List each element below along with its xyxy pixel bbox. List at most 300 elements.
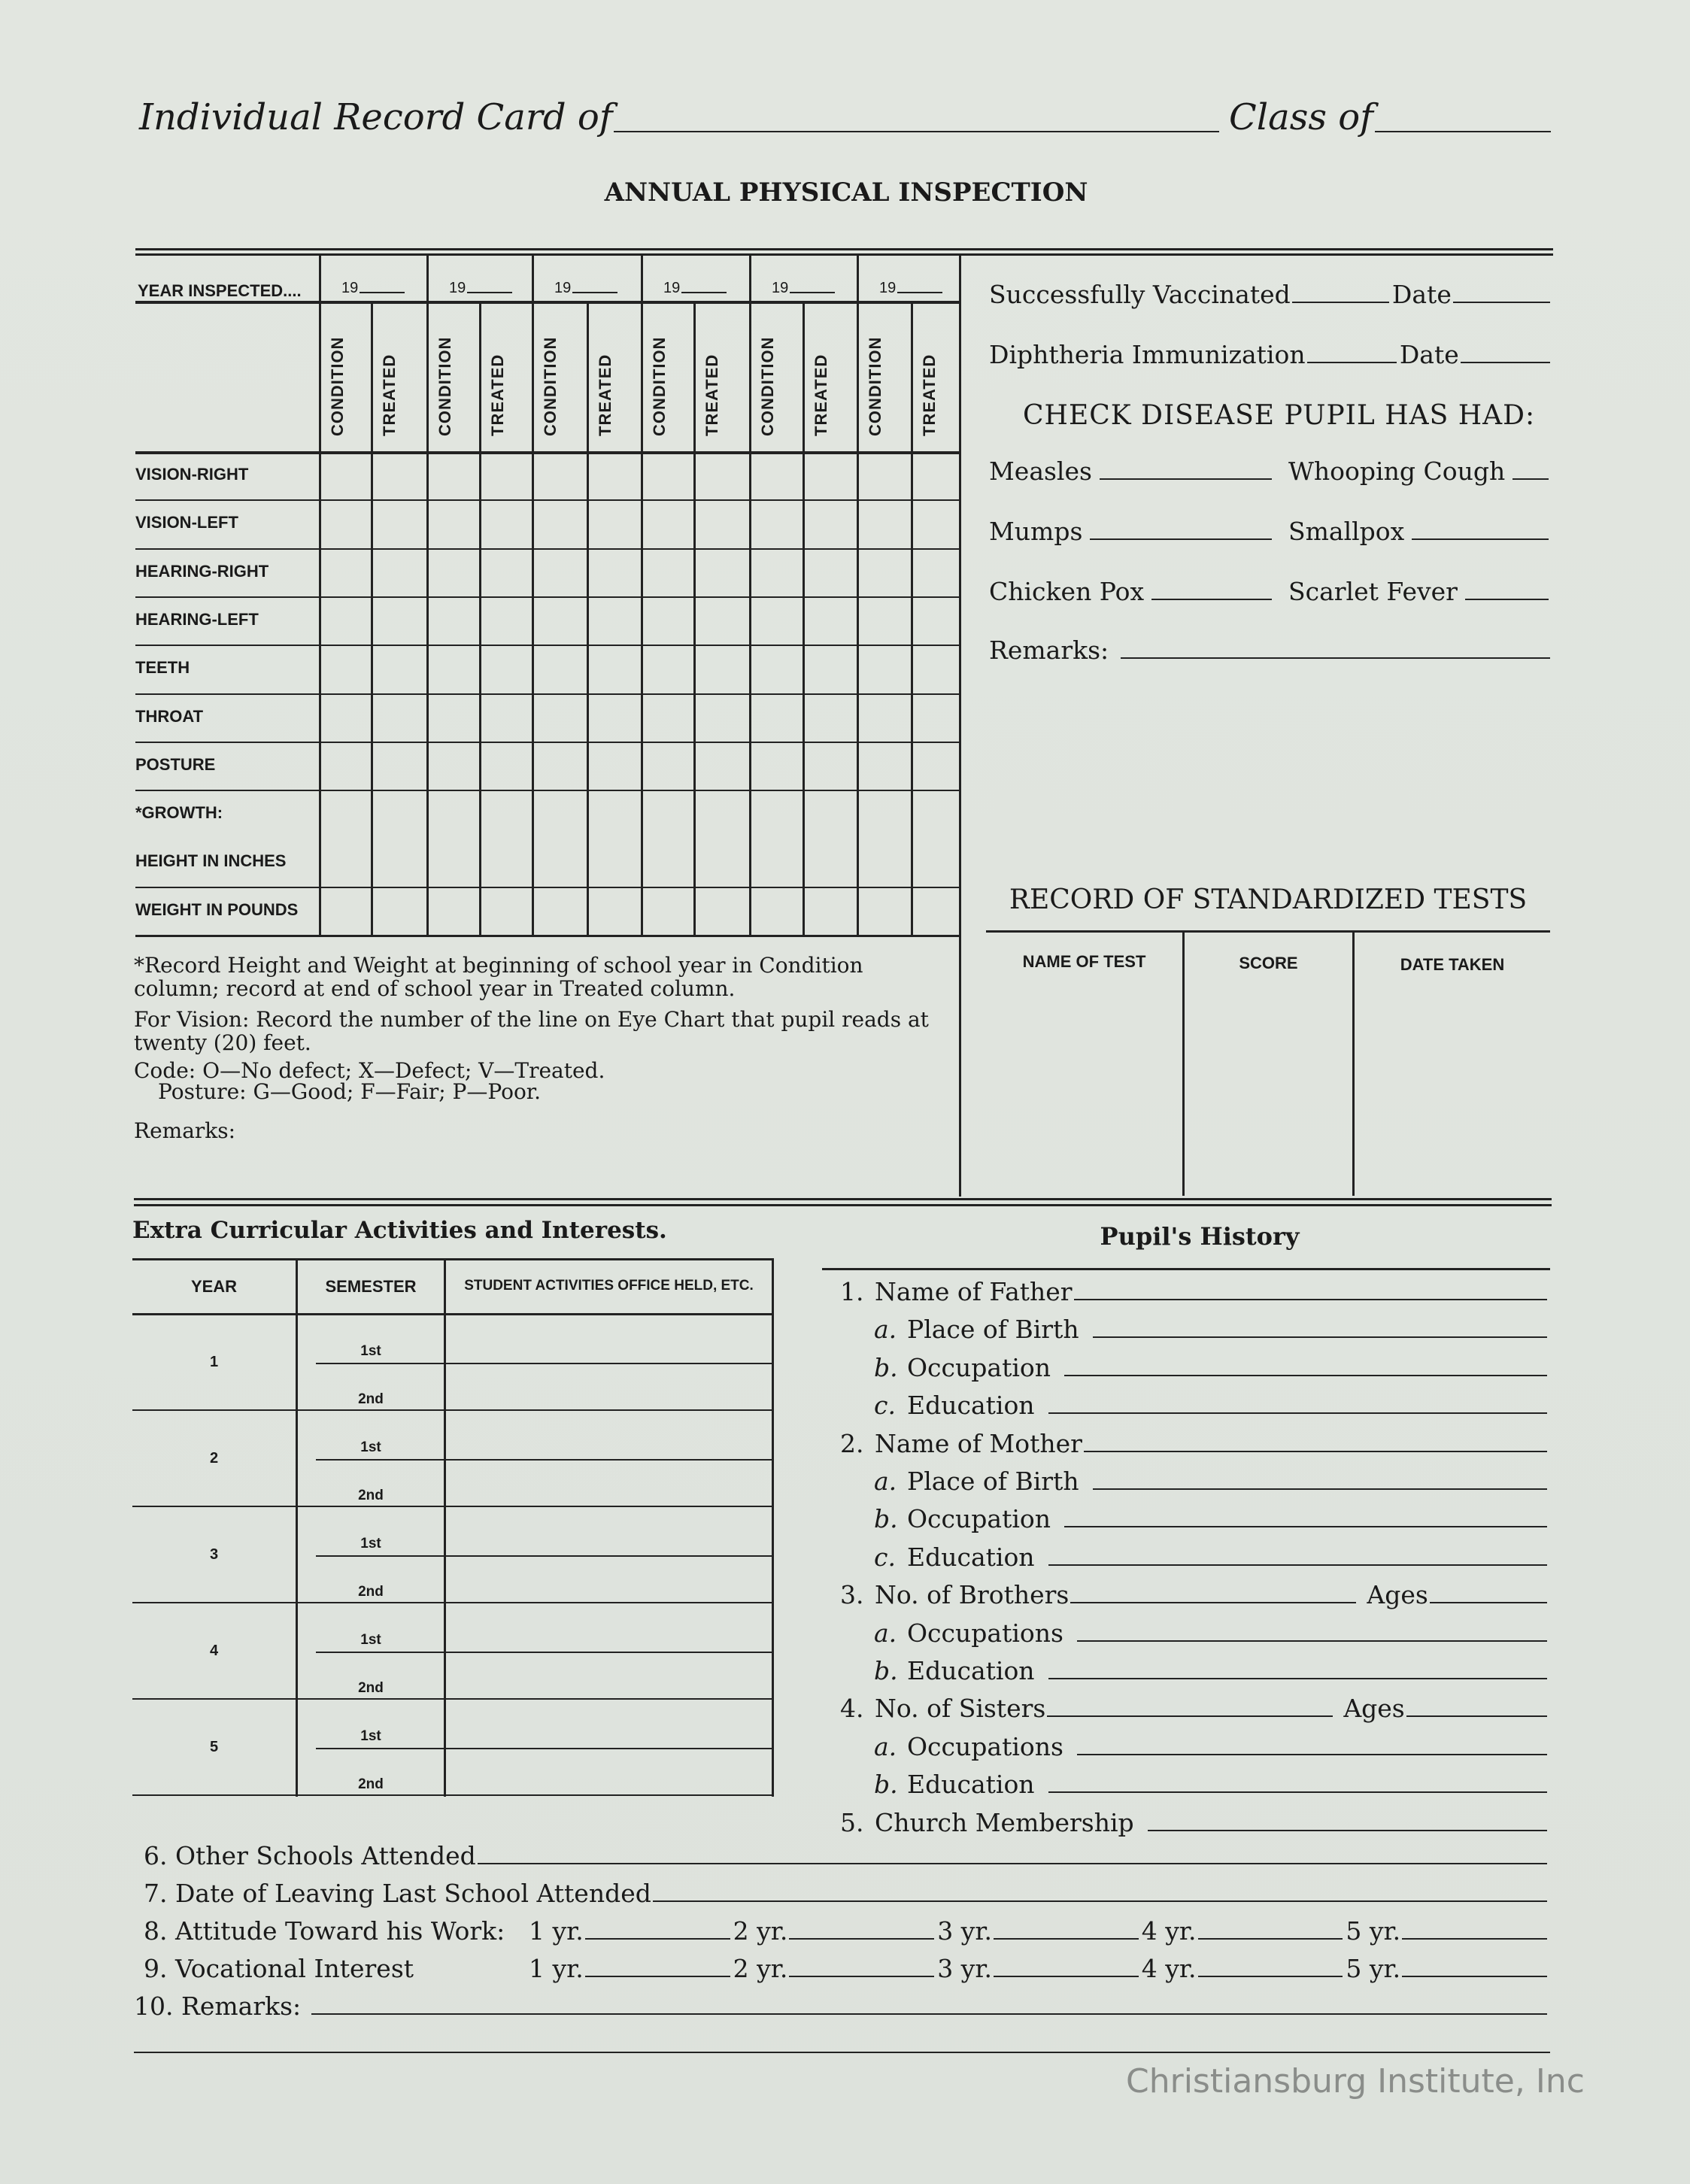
inspection-cell[interactable] — [913, 453, 959, 499]
inspection-cell[interactable] — [643, 550, 693, 596]
condition-header: CONDITION — [758, 336, 777, 436]
final-remarks-row — [134, 1991, 1550, 2021]
item-number: a. — [874, 1731, 897, 1761]
year-field[interactable] — [789, 1976, 934, 1977]
year-field[interactable] — [1402, 1938, 1547, 1940]
divider — [134, 2052, 1550, 2053]
semester-1st: 1st — [360, 1343, 381, 1359]
inspection-cell[interactable] — [321, 839, 371, 886]
inspection-cell[interactable] — [913, 695, 959, 742]
disease-label: Scarlet Fever — [1288, 577, 1458, 606]
item-field[interactable] — [1047, 1715, 1333, 1717]
inspection-cell[interactable] — [859, 839, 911, 886]
inspection-cell[interactable] — [805, 743, 857, 790]
history-item — [874, 1618, 1550, 1648]
inspection-cell[interactable] — [751, 743, 803, 790]
inspection-cell[interactable] — [429, 550, 479, 596]
inspection-cell[interactable] — [534, 839, 587, 886]
inspection-cell[interactable] — [321, 646, 371, 693]
inspection-cell[interactable] — [643, 888, 693, 935]
disease-row — [989, 517, 1275, 546]
inspection-cell[interactable] — [805, 598, 857, 645]
final-remarks-field[interactable] — [311, 2013, 1547, 2015]
vaccinated-row — [989, 280, 1553, 309]
item-field[interactable] — [1048, 1678, 1547, 1679]
inspection-cell[interactable] — [589, 743, 641, 790]
inspection-cell[interactable] — [805, 453, 857, 499]
history-item — [840, 1694, 1550, 1723]
item-field[interactable] — [1406, 1715, 1547, 1717]
year-field[interactable] — [449, 280, 515, 297]
item-label: Education — [907, 1656, 1035, 1685]
inspection-cell[interactable] — [859, 743, 911, 790]
inspection-cell[interactable] — [534, 695, 587, 742]
inspection-cell[interactable] — [534, 453, 587, 499]
inspection-cell[interactable] — [429, 888, 479, 935]
year-suffix-field[interactable] — [897, 292, 942, 293]
inspection-cell[interactable] — [913, 598, 959, 645]
check-disease-title: CHECK DISEASE PUPIL HAS HAD: — [1023, 400, 1536, 431]
inspection-cell[interactable] — [751, 453, 803, 499]
inspection-cell[interactable] — [429, 743, 479, 790]
inspection-cell[interactable] — [643, 839, 693, 886]
year-field[interactable] — [879, 280, 945, 297]
inspection-cell[interactable] — [481, 695, 532, 742]
student-name-field[interactable] — [614, 131, 1219, 132]
year-suffix-field[interactable] — [360, 292, 405, 293]
year-label: 2 yr. — [733, 1954, 788, 1983]
treated-header: TREATED — [380, 353, 399, 436]
inspection-cell[interactable] — [805, 646, 857, 693]
divider — [135, 248, 1553, 250]
year-field[interactable] — [772, 280, 838, 297]
inspection-cell[interactable] — [751, 646, 803, 693]
inspection-cell[interactable] — [859, 646, 911, 693]
vocational-row — [144, 1954, 1550, 1983]
activity-cell[interactable] — [448, 1461, 772, 1506]
inspection-cell[interactable] — [913, 646, 959, 693]
disease-row — [1288, 457, 1552, 486]
date-label: Date — [1399, 340, 1459, 369]
inspection-cell[interactable] — [859, 598, 911, 645]
year-field[interactable] — [554, 280, 620, 297]
disease-row — [1288, 517, 1552, 546]
date-label: Date — [1391, 280, 1452, 309]
inspection-cell[interactable] — [373, 598, 426, 645]
activity-cell[interactable] — [448, 1557, 772, 1602]
item-field[interactable] — [1148, 1830, 1547, 1831]
semester-1st: 1st — [360, 1728, 381, 1744]
year-number: 3 — [209, 1546, 219, 1563]
inspection-cell[interactable] — [589, 501, 641, 548]
diphtheria-label: Diphtheria Immunization — [989, 340, 1306, 369]
item-label: Name of Mother — [875, 1428, 1082, 1458]
inspection-cell[interactable] — [481, 453, 532, 499]
inspection-cell[interactable] — [589, 453, 641, 499]
item-label: Church Membership — [875, 1807, 1134, 1837]
item-label: Education — [907, 1770, 1035, 1800]
semester-2nd: 2nd — [358, 1391, 384, 1407]
vaccinated-field[interactable] — [1292, 302, 1389, 303]
inspection-cell[interactable] — [534, 598, 587, 645]
disease-label: Smallpox — [1288, 517, 1405, 546]
divider — [1182, 933, 1185, 1196]
inspection-cell[interactable] — [481, 550, 532, 596]
year-field[interactable] — [994, 1938, 1139, 1940]
item-label: Education — [907, 1391, 1035, 1421]
inspection-cell[interactable] — [805, 501, 857, 548]
disease-field[interactable] — [1151, 599, 1272, 600]
disease-row — [989, 457, 1275, 486]
activity-cell[interactable] — [448, 1603, 772, 1650]
item-field[interactable] — [1048, 1791, 1547, 1793]
item-field[interactable] — [1077, 1640, 1547, 1642]
inspection-cell[interactable] — [643, 598, 693, 645]
inspection-cell[interactable] — [913, 743, 959, 790]
inspection-cell[interactable] — [859, 695, 911, 742]
inspection-cell[interactable] — [859, 501, 911, 548]
disease-label: Chicken Pox — [989, 577, 1145, 606]
history-item — [874, 1467, 1550, 1496]
divider — [134, 1204, 1552, 1206]
class-field[interactable] — [1375, 131, 1551, 132]
activity-cell[interactable] — [448, 1653, 772, 1698]
disease-row — [989, 577, 1275, 606]
vaccinated-date-field[interactable] — [1453, 302, 1550, 303]
treated-header: TREATED — [812, 353, 830, 436]
activity-cell[interactable] — [448, 1411, 772, 1458]
item-field[interactable] — [1064, 1375, 1547, 1376]
semester-2nd: 2nd — [358, 1584, 384, 1600]
inspection-cell[interactable] — [589, 839, 641, 886]
history-item — [874, 1656, 1550, 1685]
date-leaving-field[interactable] — [653, 1900, 1547, 1902]
inspection-cell[interactable] — [429, 695, 479, 742]
inspection-cell[interactable] — [913, 888, 959, 935]
inspection-cell[interactable] — [751, 839, 803, 886]
inspection-cell[interactable] — [429, 646, 479, 693]
row-label-hearing-right: HEARING-RIGHT — [135, 561, 269, 581]
item-label: No. of Sisters — [875, 1694, 1046, 1724]
history-title: Pupil's History — [1100, 1222, 1300, 1251]
other-schools-row — [144, 1841, 1550, 1870]
inspection-cell[interactable] — [859, 550, 911, 596]
tests-title: RECORD OF STANDARDIZED TESTS — [1009, 884, 1528, 915]
inspection-cell[interactable] — [589, 598, 641, 645]
inspection-cell[interactable] — [589, 888, 641, 935]
inspection-cell[interactable] — [534, 888, 587, 935]
inspection-cell[interactable] — [751, 695, 803, 742]
inspection-cell[interactable] — [751, 550, 803, 596]
item-label: Occupations — [907, 1618, 1063, 1648]
health-remarks-field[interactable] — [1121, 657, 1550, 659]
inspection-cell[interactable] — [696, 888, 749, 935]
item-label: No. of Brothers — [875, 1580, 1070, 1610]
inspection-cell[interactable] — [481, 598, 532, 645]
inspection-cell[interactable] — [805, 839, 857, 886]
inspection-cell[interactable] — [429, 598, 479, 645]
col-semester: SEMESTER — [325, 1277, 417, 1296]
year-label: 4 yr. — [1141, 1916, 1197, 1946]
year-prefix: 19 — [341, 280, 359, 296]
semester-1st: 1st — [360, 1632, 381, 1648]
inspection-cell[interactable] — [643, 453, 693, 499]
item-field[interactable] — [1077, 1754, 1547, 1755]
year-suffix-field[interactable] — [681, 292, 727, 293]
inspection-cell[interactable] — [696, 501, 749, 548]
item-field[interactable] — [1074, 1299, 1547, 1300]
disease-field[interactable] — [1100, 478, 1272, 480]
year-field[interactable] — [585, 1938, 730, 1940]
item-field[interactable] — [1070, 1602, 1356, 1603]
history-item — [874, 1504, 1550, 1533]
row-label-teeth: TEETH — [135, 658, 190, 678]
col-activities: STUDENT ACTIVITIES OFFICE HELD, ETC. — [464, 1278, 754, 1294]
inspection-cell[interactable] — [321, 888, 371, 935]
year-prefix: 19 — [772, 280, 789, 296]
item-number: c. — [874, 1391, 896, 1421]
inspection-cell[interactable] — [429, 501, 479, 548]
treated-header: TREATED — [702, 353, 721, 436]
inspection-cell[interactable] — [751, 501, 803, 548]
history-item — [874, 1542, 1550, 1572]
ages-label: Ages — [1343, 1694, 1405, 1724]
divider — [135, 790, 959, 791]
attitude-label: 8. Attitude Toward his Work: — [144, 1916, 505, 1946]
date-leaving-row — [144, 1879, 1550, 1908]
row-label-weight-in-pounds: WEIGHT IN POUNDS — [135, 899, 299, 919]
inspection-cell[interactable] — [534, 646, 587, 693]
treated-header: TREATED — [920, 353, 939, 436]
inspection-cell[interactable] — [589, 695, 641, 742]
treated-header: TREATED — [596, 353, 614, 436]
inspection-cell[interactable] — [589, 550, 641, 596]
year-field[interactable] — [341, 280, 408, 297]
inspection-cell[interactable] — [696, 598, 749, 645]
disease-field[interactable] — [1513, 478, 1549, 480]
row-label-vision-right: VISION-RIGHT — [135, 465, 249, 484]
inspection-cell[interactable] — [589, 646, 641, 693]
item-field[interactable] — [1048, 1564, 1547, 1566]
attitude-row — [144, 1916, 1550, 1946]
divider — [135, 301, 959, 304]
activity-cell[interactable] — [448, 1749, 772, 1794]
inspection-cell[interactable] — [643, 695, 693, 742]
item-number: 5. — [840, 1807, 864, 1837]
item-label: Name of Father — [875, 1277, 1073, 1306]
final-remarks-label: 10. Remarks: — [134, 1991, 302, 2021]
row-label-throat: THROAT — [135, 706, 204, 726]
year-field[interactable] — [1198, 1976, 1343, 1977]
inspection-cell[interactable] — [481, 646, 532, 693]
semester-2nd: 2nd — [358, 1776, 384, 1792]
note-code: Code: O—No defect; X—Defect; V—Treated. — [134, 1058, 605, 1083]
tests-col-date: DATE TAKEN — [1400, 955, 1505, 974]
diphtheria-row — [989, 340, 1553, 369]
disease-label: Mumps — [989, 517, 1083, 546]
year-prefix: 19 — [663, 280, 681, 296]
inspection-cell[interactable] — [696, 453, 749, 499]
inspection-cell[interactable] — [696, 646, 749, 693]
inspection-cell[interactable] — [643, 743, 693, 790]
inspection-cell[interactable] — [481, 888, 532, 935]
item-number: b. — [874, 1656, 898, 1685]
inspection-cell[interactable] — [643, 646, 693, 693]
item-label: Occupations — [907, 1731, 1063, 1761]
inspection-cell[interactable] — [913, 550, 959, 596]
activity-cell[interactable] — [448, 1700, 772, 1746]
divider — [135, 935, 959, 937]
semester-1st: 1st — [360, 1536, 381, 1552]
inspection-cell[interactable] — [534, 743, 587, 790]
inspection-cell[interactable] — [321, 501, 371, 548]
inspection-cell[interactable] — [481, 501, 532, 548]
watermark: Christiansburg Institute, Inc — [1126, 2062, 1585, 2101]
vocational-label: 9. Vocational Interest — [144, 1954, 414, 1983]
year-label: 2 yr. — [733, 1916, 788, 1946]
condition-header: CONDITION — [650, 336, 669, 436]
inspection-cell[interactable] — [534, 550, 587, 596]
inspection-cell[interactable] — [696, 743, 749, 790]
inspection-cell[interactable] — [696, 839, 749, 886]
history-item — [874, 1770, 1550, 1799]
year-suffix-field[interactable] — [572, 292, 617, 293]
condition-header: CONDITION — [435, 336, 454, 436]
row-label-posture: POSTURE — [135, 754, 216, 774]
inspection-cell[interactable] — [373, 888, 426, 935]
inspection-cell[interactable] — [696, 695, 749, 742]
year-number: 5 — [209, 1739, 219, 1755]
item-field[interactable] — [1093, 1488, 1547, 1490]
disease-field[interactable] — [1465, 599, 1549, 600]
item-number: 3. — [840, 1580, 864, 1610]
year-label: 4 yr. — [1141, 1954, 1197, 1983]
divider — [132, 1794, 773, 1796]
item-field[interactable] — [1084, 1451, 1547, 1452]
history-item — [840, 1808, 1550, 1837]
row-label--growth-: *GROWTH: — [135, 803, 223, 823]
year-number: 2 — [209, 1450, 219, 1467]
year-number: 1 — [209, 1354, 219, 1370]
diphtheria-date-field[interactable] — [1461, 362, 1550, 363]
semester-2nd: 2nd — [358, 1680, 384, 1696]
divider — [296, 1258, 298, 1797]
year-label: 3 yr. — [937, 1954, 992, 1983]
inspection-cell[interactable] — [321, 550, 371, 596]
disease-field[interactable] — [1412, 538, 1549, 540]
item-number: c. — [874, 1542, 896, 1572]
condition-header: CONDITION — [866, 336, 884, 436]
item-field[interactable] — [1048, 1412, 1547, 1414]
inspection-cell[interactable] — [805, 550, 857, 596]
inspection-cell[interactable] — [643, 501, 693, 548]
history-item — [874, 1391, 1550, 1420]
item-number: a. — [874, 1315, 897, 1345]
tests-col-score: SCORE — [1239, 954, 1298, 972]
year-prefix: 19 — [449, 280, 466, 296]
inspection-cell[interactable] — [321, 453, 371, 499]
divider — [132, 1258, 773, 1260]
inspection-remarks: Remarks: — [134, 1118, 236, 1143]
inspection-cell[interactable] — [321, 598, 371, 645]
inspection-cell[interactable] — [913, 501, 959, 548]
other-schools-field[interactable] — [478, 1863, 1547, 1864]
inspection-cell[interactable] — [373, 501, 426, 548]
item-field[interactable] — [1430, 1602, 1547, 1603]
item-field[interactable] — [1064, 1526, 1547, 1527]
inspection-cell[interactable] — [373, 695, 426, 742]
inspection-cell[interactable] — [805, 888, 857, 935]
disease-label: Whooping Cough — [1288, 457, 1506, 486]
inspection-cell[interactable] — [373, 839, 426, 886]
diphtheria-field[interactable] — [1307, 362, 1397, 363]
divider — [135, 253, 1553, 256]
inspection-cell[interactable] — [859, 888, 911, 935]
year-label: 1 yr. — [529, 1916, 584, 1946]
inspection-cell[interactable] — [321, 695, 371, 742]
inspection-cell[interactable] — [429, 453, 479, 499]
tests-col-name: NAME OF TEST — [1022, 952, 1146, 971]
item-field[interactable] — [1093, 1336, 1547, 1338]
year-suffix-field[interactable] — [467, 292, 512, 293]
disease-field[interactable] — [1090, 538, 1272, 540]
history-item — [840, 1277, 1550, 1306]
year-suffix-field[interactable] — [790, 292, 835, 293]
activities-title: Extra Curricular Activities and Interests. — [132, 1217, 667, 1244]
year-field[interactable] — [585, 1976, 730, 1977]
inspection-cell[interactable] — [321, 743, 371, 790]
inspection-cell[interactable] — [373, 743, 426, 790]
year-prefix: 19 — [554, 280, 572, 296]
class-row — [1229, 96, 1554, 138]
inspection-cell[interactable] — [481, 839, 532, 886]
activity-cell[interactable] — [448, 1364, 772, 1409]
class-label: Class of — [1229, 96, 1373, 138]
inspection-cell[interactable] — [373, 453, 426, 499]
year-number: 4 — [209, 1643, 219, 1659]
inspection-cell[interactable] — [373, 646, 426, 693]
year-field[interactable] — [789, 1938, 934, 1940]
history-item — [874, 1732, 1550, 1761]
inspection-cell[interactable] — [373, 550, 426, 596]
year-label: 5 yr. — [1346, 1954, 1401, 1983]
treated-header: TREATED — [488, 353, 507, 436]
inspection-cell[interactable] — [429, 839, 479, 886]
inspection-cell[interactable] — [751, 598, 803, 645]
item-number: b. — [874, 1352, 898, 1382]
divider — [959, 255, 961, 1197]
year-prefix: 19 — [879, 280, 897, 296]
inspection-cell[interactable] — [913, 839, 959, 886]
year-label: 3 yr. — [937, 1916, 992, 1946]
inspection-cell[interactable] — [805, 695, 857, 742]
inspection-cell[interactable] — [481, 743, 532, 790]
inspection-cell[interactable] — [534, 501, 587, 548]
activity-cell[interactable] — [448, 1507, 772, 1554]
year-field[interactable] — [1198, 1938, 1343, 1940]
history-item — [840, 1580, 1550, 1609]
item-label: Occupation — [907, 1352, 1051, 1382]
year-field[interactable] — [994, 1976, 1139, 1977]
inspection-cell[interactable] — [696, 550, 749, 596]
note-vision: For Vision: Record the number of the line on Eye Chart that pupil reads at twenty (20) feet. — [134, 1007, 929, 1055]
inspection-cell[interactable] — [859, 453, 911, 499]
divider — [986, 930, 1550, 933]
activity-cell[interactable] — [448, 1315, 772, 1361]
year-field[interactable] — [663, 280, 730, 297]
year-field[interactable] — [1402, 1976, 1547, 1977]
inspection-cell[interactable] — [751, 888, 803, 935]
